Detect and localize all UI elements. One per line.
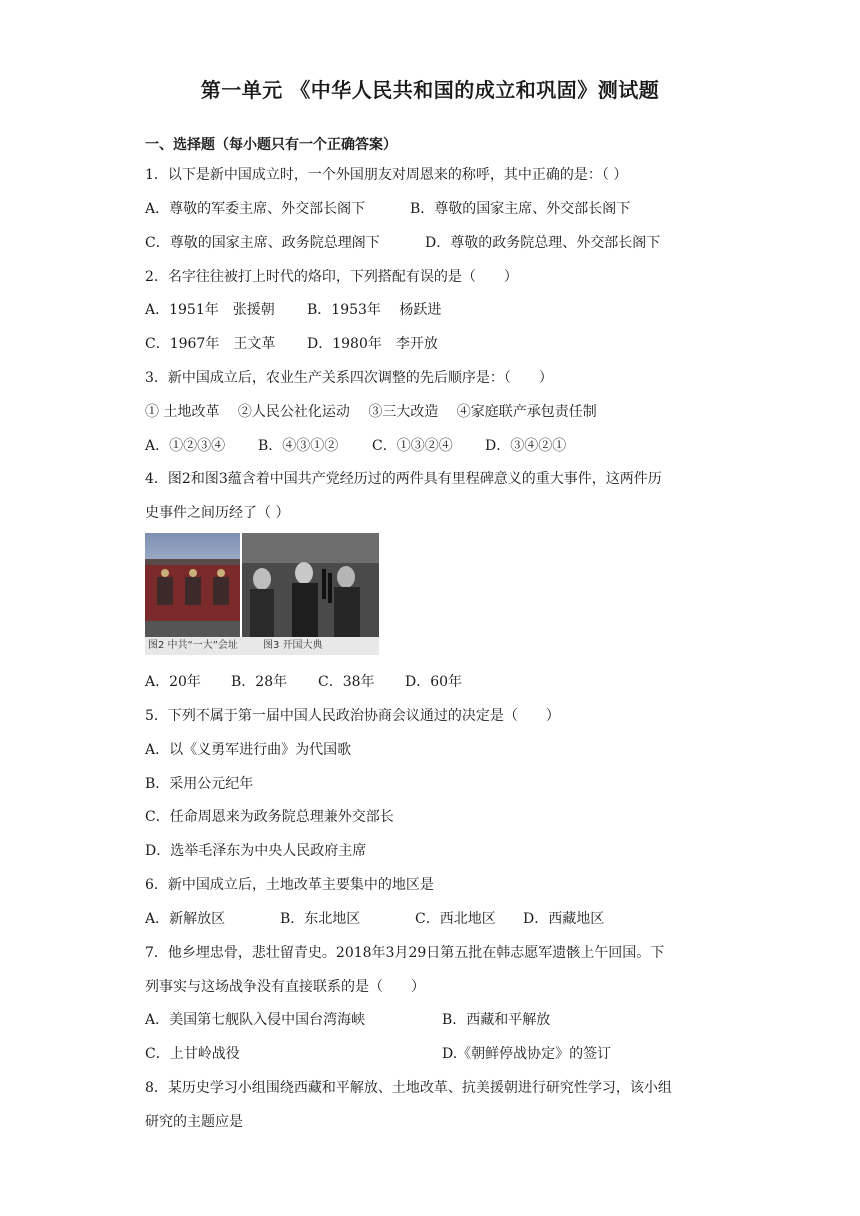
page-title: 第一单元 《中华人民共和国的成立和巩固》测试题 bbox=[200, 78, 660, 102]
q7-option-b: B．西藏和平解放 bbox=[442, 1012, 551, 1028]
q4-figure-caption bbox=[145, 637, 379, 655]
founding-ceremony-photo bbox=[242, 533, 379, 637]
q1-option-d: D．尊敬的政务院总理、外交部长阁下 bbox=[425, 235, 661, 251]
question-4-stem-line2: 史事件之间历经了（ ） bbox=[145, 505, 290, 521]
q4-option-b: B．28年 bbox=[231, 674, 288, 690]
question-2-stem: 2．名字往往被打上时代的烙印，下列搭配有误的是（ ） bbox=[145, 269, 518, 285]
question-8-stem-line2: 研究的主题应是 bbox=[145, 1114, 243, 1130]
q2-option-c: C．1967年 王文革 bbox=[145, 336, 276, 352]
q2-option-b: B．1953年 杨跃进 bbox=[307, 302, 442, 318]
q7-option-d: D.《朝鲜停战协定》的签订 bbox=[442, 1046, 612, 1062]
q7-option-c: C．上甘岭战役 bbox=[145, 1046, 240, 1062]
q3-option-b: B．④③①② bbox=[258, 438, 339, 454]
question-1-stem: 1．以下是新中国成立时，一个外国朋友对周恩来的称呼，其中正确的是：（ ） bbox=[145, 167, 628, 183]
q4-option-c: C．38年 bbox=[318, 674, 375, 690]
question-7-stem-line1: 7．他乡埋忠骨，悲壮留青史。2018年3月29日第五批在韩志愿军遗骸上午回国。下 bbox=[145, 945, 665, 961]
question-5-stem: 5．下列不属于第一届中国人民政治协商会议通过的决定是（ ） bbox=[145, 708, 560, 724]
q3-option-d: D．③④②① bbox=[485, 438, 567, 454]
question-7-stem-line2: 列事实与这场战争没有直接联系的是（ ） bbox=[145, 979, 425, 995]
q2-option-d: D．1980年 李开放 bbox=[307, 336, 438, 352]
q3-items: ① 土地改革 ②人民公社化运动 ③三大改造 ④家庭联产承包责任制 bbox=[145, 404, 597, 420]
question-3-stem: 3．新中国成立后，农业生产关系四次调整的先后顺序是：（ ） bbox=[145, 370, 553, 386]
question-8-stem-line1: 8．某历史学习小组围绕西藏和平解放、土地改革、抗美援朝进行研究性学习，该小组 bbox=[145, 1080, 672, 1096]
question-6-stem: 6．新中国成立后，土地改革主要集中的地区是 bbox=[145, 877, 434, 893]
q6-option-a: A．新解放区 bbox=[145, 911, 226, 927]
party-congress-site-photo bbox=[145, 533, 240, 637]
q4-option-a: A．20年 bbox=[145, 674, 201, 690]
figure-3-caption: 图3 开国大典 bbox=[263, 640, 323, 651]
figure-2-caption: 图2 中共“一大”会址 bbox=[148, 640, 238, 651]
q5-option-a: A．以《义勇军进行曲》为代国歌 bbox=[145, 742, 352, 758]
q1-option-a: A．尊敬的军委主席、外交部长阁下 bbox=[145, 201, 366, 217]
q5-option-d: D．选举毛泽东为中央人民政府主席 bbox=[145, 843, 367, 859]
q5-option-c: C．任命周恩来为政务院总理兼外交部长 bbox=[145, 809, 394, 825]
q7-option-a: A．美国第七舰队入侵中国台湾海峡 bbox=[145, 1012, 366, 1028]
question-4-stem-line1: 4．图2和图3蕴含着中国共产党经历过的两件具有里程碑意义的重大事件，这两件历 bbox=[145, 471, 662, 487]
q6-option-c: C．西北地区 bbox=[415, 911, 496, 927]
q5-option-b: B．采用公元纪年 bbox=[145, 776, 254, 792]
q6-option-b: B．东北地区 bbox=[280, 911, 361, 927]
q4-figure bbox=[145, 533, 379, 655]
q1-option-b: B．尊敬的国家主席、外交部长阁下 bbox=[410, 201, 631, 217]
q4-option-d: D．60年 bbox=[405, 674, 463, 690]
q2-option-a: A．1951年 张援朝 bbox=[145, 302, 275, 318]
section-heading: 一、选择题（每小题只有一个正确答案） bbox=[145, 137, 397, 153]
q3-option-c: C．①③②④ bbox=[372, 438, 453, 454]
q3-option-a: A．①②③④ bbox=[145, 438, 226, 454]
q6-option-d: D．西藏地区 bbox=[523, 911, 605, 927]
q1-option-c: C．尊敬的国家主席、政务院总理阁下 bbox=[145, 235, 380, 251]
